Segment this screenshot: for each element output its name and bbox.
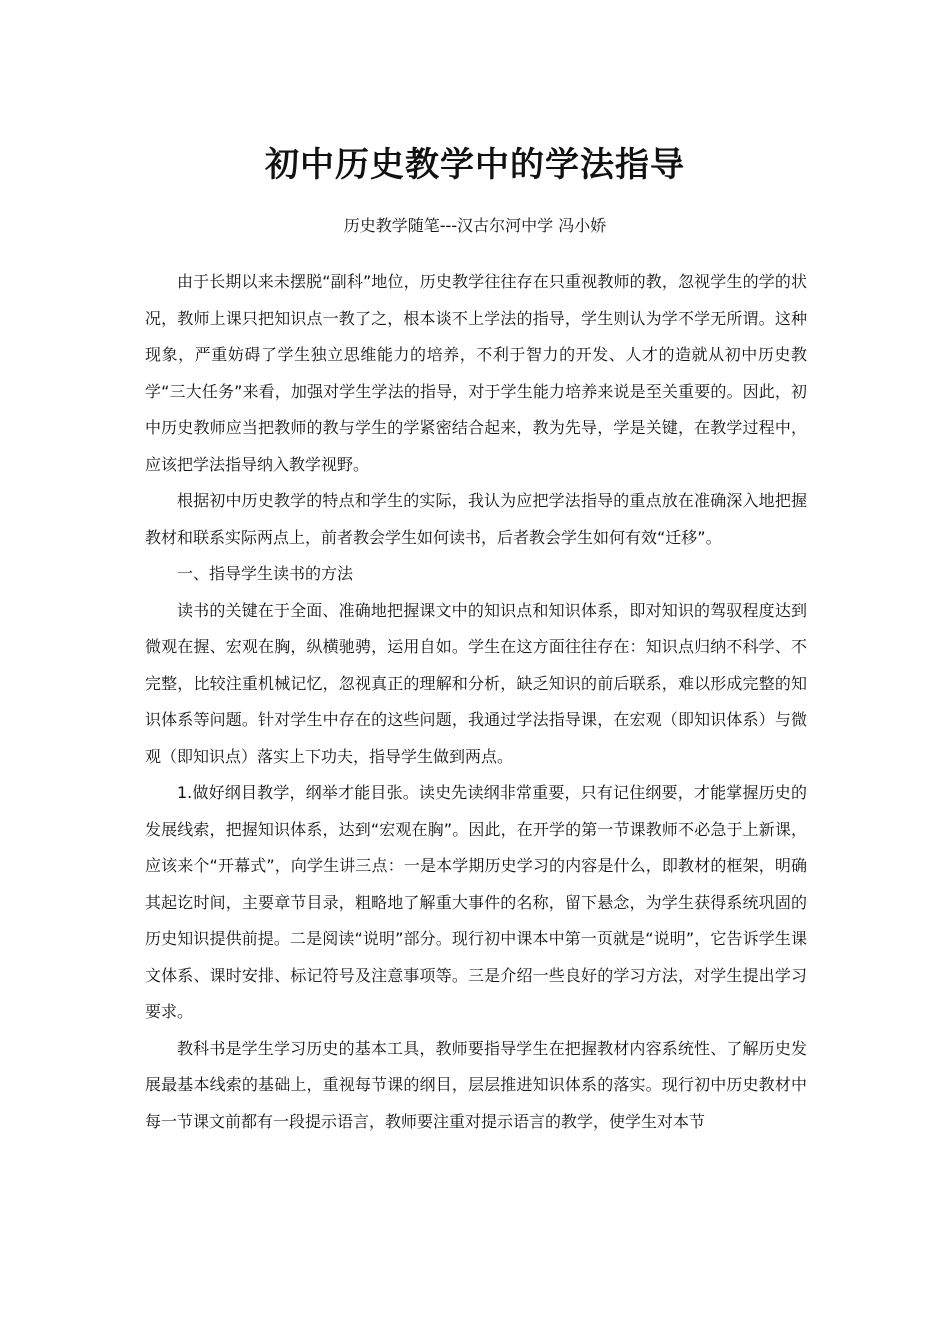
section-heading-reading-methods: 一、指导学生读书的方法	[177, 564, 354, 583]
paragraph-textbook: 教科书是学生学习历史的基本工具，教师要指导学生在把握教材内容系统性、了解历史发展最基本线索的基础上，重视每节课的纲目，层层推进知识体系的落实。现行初中历史教材中每一节课文前都有一段提示语言，教师要注重对提示语言的教学，使学生对本节	[145, 1038, 807, 1131]
article-body	[145, 264, 807, 1140]
paragraph-focus: 根据初中历史教学的特点和学生的实际，我认为应把学法指导的重点放在准确深入地把握教材和联系实际两点上，前者教会学生如何读书，后者教会学生如何有效“迁移”。	[145, 491, 807, 547]
paragraph-intro: 由于长期以来未摆脱“副科”地位，历史教学往往存在只重视教师的教，忽视学生的学的状况，教师上课只把知识点一教了之，根本谈不上学法的指导，学生则认为学不学无所谓。这种现象，严重妨碍了学生独立思维能力的培养，不利于智力的开发、人才的造就从初中历史教学“三大任务”来看，加强对学生学法的指导，对于学生能力培养来说是至关重要的。因此，初中历史教师应当把教师的教与学生的学紧密结合起来，教为先导，学是关键，在教学过程中，应该把学法指导纳入教学视野。	[145, 272, 807, 474]
paragraph-reading-key: 读书的关键在于全面、准确地把握课文中的知识点和知识体系，即对知识的驾驭程度达到微观在握、宏观在胸，纵横驰骋，运用自如。学生在这方面往往存在：知识点归纳不科学、不完整，比较注重机械记忆，忽视真正的理解和分析，缺乏知识的前后联系，难以形成完整的知识体系等问题。针对学生中存在的这些问题，我通过学法指导课，在宏观（即知识体系）与微观（即知识点）落实上下功夫，指导学生做到两点。	[145, 600, 807, 766]
page-title: 初中历史教学中的学法指导	[265, 144, 685, 185]
author-byline: 历史教学随笔---汉古尔河中学 冯小娇	[343, 216, 607, 235]
paragraph-outline-teaching: 1.做好纲目教学，纲举才能目张。读史先读纲非常重要，只有记住纲要，才能掌握历史的发展线索，把握知识体系，达到“宏观在胸”。因此，在开学的第一节课教师不必急于上新课，应该来个“开幕式”，向学生讲三点：一是本学期历史学习的内容是什么，即教材的框架，明确其起讫时间，主要章节目录，粗略地了解重大事件的名称，留下悬念，为学生获得系统巩固的历史知识提供前提。二是阅读“说明”部分。现行初中课本中第一页就是“说明”，它告诉学生课文体系、课时安排、标记符号及注意事项等。三是介绍一些良好的学习方法，对学生提出学习要求。	[145, 783, 807, 1021]
